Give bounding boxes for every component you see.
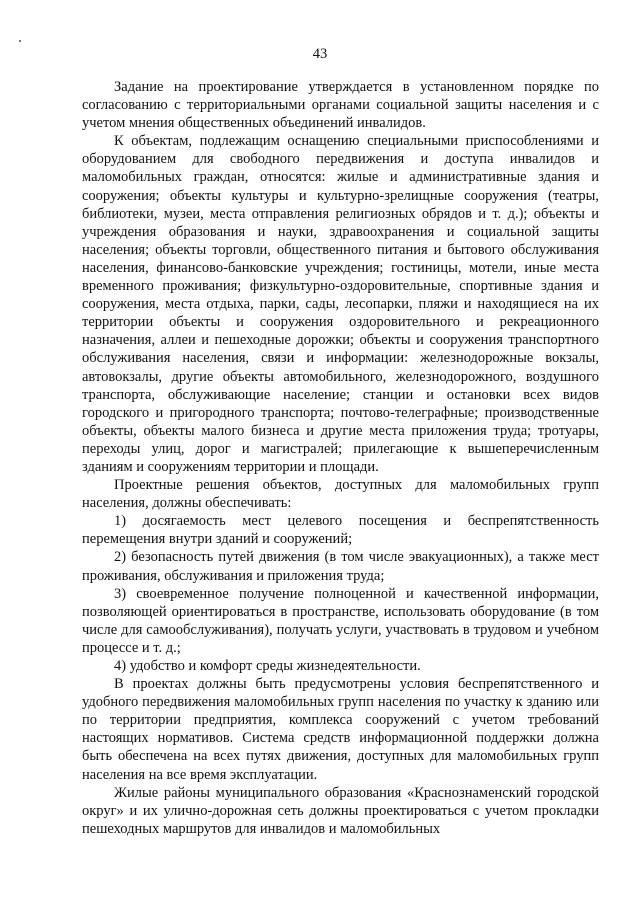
list-item-safety: 2) безопасность путей движения (в том числе эвакуационных), а также мест проживания, обслуживания и приложения труда; (82, 549, 599, 584)
scan-mark (19, 40, 21, 42)
document-body (82, 78, 599, 838)
list-item-reachability: 1) досягаемость мест целевого посещения и беспрепятственность перемещения внутри зданий и сооружений; (82, 513, 599, 548)
paragraph-project-conditions: В проектах должны быть предусмотрены условия беспрепятственного и удобного передвижения маломобильных групп населения по участку к зданию или по территории предприятия, комплекса сооружений с учетом требований настоящих нормативов. Система средств информационной поддержки должна быть обеспечена на всех путях движения, доступных для маломобильных групп населения на все время эксплуатации. (82, 676, 599, 783)
list-item-comfort: 4) удобство и комфорт среды жизнедеятельности. (114, 658, 421, 674)
paragraph-approval: Задание на проектирование утверждается в установленном порядке по согласованию с территориальными органами социальной защиты населения и с учетом мнения общественных объединений инвалидов. (82, 79, 599, 132)
paragraph-design-solutions: Проектные решения объектов, доступных для маломобильных групп населения, должны обеспечивать: (82, 477, 599, 512)
paragraph-residential-areas: Жилые районы муниципального образования «Краснознаменский городской округ» и их улично-дорожная сеть должны проектироваться с учетом прокладки пешеходных маршрутов для инвалидов и маломобильных (82, 784, 599, 837)
list-item-information: 3) своевременное получение полноценной и качественной информации, позволяющей ориентироваться в пространстве, использовать оборудование (в том числе для самообслуживания), получать услуги, участвовать в трудовом и учебном процессе и т. д.; (82, 585, 599, 656)
page-number: 43 (312, 46, 328, 62)
paragraph-objects-list: К объектам, подлежащим оснащению специальными приспособлениями и оборудованием для свободного передвижения и доступа инвалидов и маломобильных граждан, относятся: жилые и административные здания и сооружения; объекты культуры и культурно-зрелищные сооружения (театры, библиотеки, музеи, места отправления религиозных обрядов и т. д.); объекты и учреждения образования и науки, здравоохранения и социальной защиты населения; объекты торговли, общественного питания и бытового обслуживания населения, финансово-банковские учреждения; гостиницы, мотели, иные места временного проживания; физкультурно-оздоровительные, спортивные здания и сооружения, места отдыха, парки, сады, лесопарки, пляжи и находящиеся на их территории объекты и сооружения оздоровительного и рекреационного назначения, аллеи и пешеходные дорожки; объекты и сооружения транспортного обслуживания населения, связи и информации: железнодорожные вокзалы, автовокзалы, другие объекты автомобильного, железнодорожного, воздушного транспорта, обслуживающие население; станции и остановки всех видов городского и пригородного транспорта; почтово-телеграфные; производственные объекты, объекты малого бизнеса и другие места приложения труда; тротуары, переходы улиц, дорог и магистралей; прилегающие к вышеперечисленным зданиям и сооружениям территории и площади. (82, 133, 599, 475)
